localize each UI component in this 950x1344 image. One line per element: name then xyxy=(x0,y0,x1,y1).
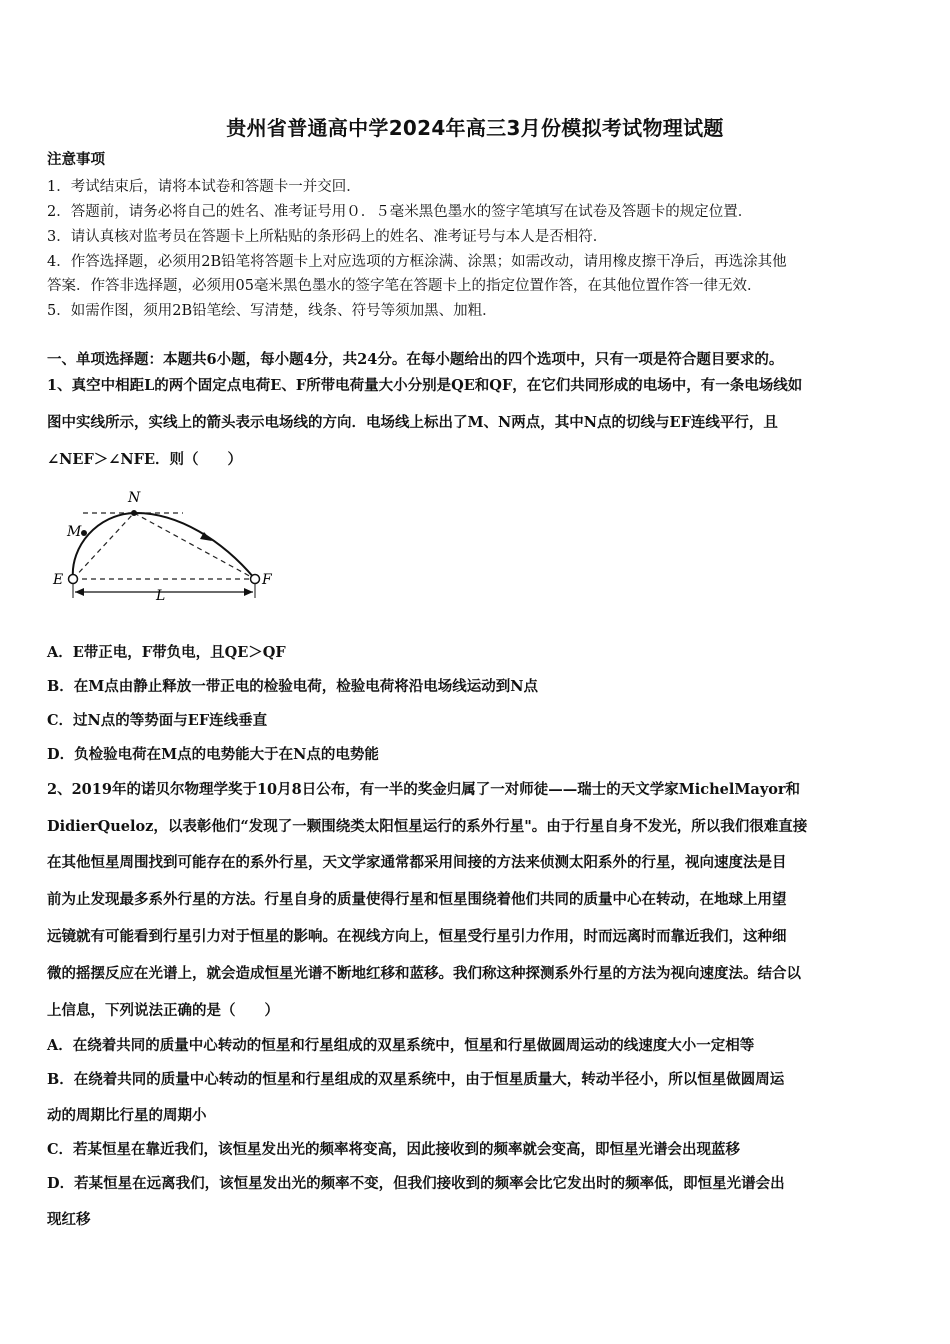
question-2-line: 微的摇摆反应在光谱上，就会造成恒星光谱不断地红移和蓝移。我们称这种探测系外行星的方法为视向速度法。结合以 xyxy=(47,965,801,982)
arrow-right-icon xyxy=(244,588,253,596)
charge-F xyxy=(251,575,260,584)
q2-option-b-cont: 动的周期比行星的周期小 xyxy=(47,1107,207,1124)
electric-field-diagram xyxy=(48,486,288,606)
page-title: 贵州省普通高中学2024年高三3月份模拟考试物理试题 xyxy=(226,116,724,140)
notice-item: 4．作答选择题，必须用2B铅笔将答题卡上对应选项的方框涂满、涂黑；如需改动，请用橡皮擦干净后，再选涂其他 xyxy=(47,254,787,270)
q2-option-d: D．若某恒星在远离我们，该恒星发出光的频率不变，但我们接收到的频率会比它发出时的频率低，即恒星光谱会出 xyxy=(47,1175,785,1192)
section-heading: 一、单项选择题：本题共6小题，每小题4分，共24分。在每小题给出的四个选项中，只有一项是符合题目要求的。 xyxy=(47,351,784,368)
label-M: M xyxy=(67,524,82,540)
q2-option-c: C．若某恒星在靠近我们，该恒星发出光的频率将变高，因此接收到的频率就会变高，即恒星光谱会出现蓝移 xyxy=(47,1141,741,1158)
notice-item: 答案．作答非选择题，必须用05毫米黑色墨水的签字笔在答题卡上的指定位置作答，在其他位置作答一律无效． xyxy=(47,278,762,294)
arrow-left-icon xyxy=(75,588,84,596)
question-2-line: DidierQueloz，以表彰他们“发现了一颗围绕类太阳恒星运行的系外行星"。由于行星自身不发光，所以我们很难直接 xyxy=(47,818,808,835)
line-NF xyxy=(134,513,255,579)
notice-item: 3．请认真核对监考员在答题卡上所粘贴的条形码上的姓名、准考证号与本人是否相符． xyxy=(47,229,608,245)
notice-item: 2．答题前，请务必将自己的姓名、准考证号用０．５毫米黑色墨水的签字笔填写在试卷及答题卡的规定位置． xyxy=(47,204,753,220)
charge-E xyxy=(69,575,78,584)
label-F: F xyxy=(262,572,272,588)
label-N: N xyxy=(128,490,141,506)
question-2-line: 在其他恒星周围找到可能存在的系外行星，天文学家通常都采用间接的方法来侦测太阳系外的行星，视向速度法是目 xyxy=(47,854,787,871)
question-1-line: 1、真空中相距L的两个固定点电荷E、F所带电荷量大小分别是QE和QF，在它们共同形成的电场中，有一条电场线如 xyxy=(47,377,803,394)
notice-item: 1．考试结束后，请将本试卷和答题卡一并交回． xyxy=(47,179,361,195)
label-L: L xyxy=(156,588,166,604)
q1-option-d: D．负检验电荷在M点的电势能大于在N点的电势能 xyxy=(47,746,379,763)
q1-option-b: B．在M点由静止释放一带正电的检验电荷，检验电荷将沿电场线运动到N点 xyxy=(47,678,539,695)
point-N xyxy=(131,510,137,516)
notice-heading: 注意事项 xyxy=(47,151,105,168)
q2-option-a: A．在绕着共同的质量中心转动的恒星和行星组成的双星系统中，恒星和行星做圆周运动的线速度大小一定相等 xyxy=(47,1037,755,1054)
question-1-line: ∠NEF＞∠NFE．则（ ） xyxy=(47,451,242,468)
q1-option-a: A．E带正电，F带负电，且QE＞QF xyxy=(47,644,286,661)
question-2-line: 上信息，下列说法正确的是（ ） xyxy=(47,1002,279,1019)
label-E: E xyxy=(53,572,64,588)
q2-option-d-cont: 现红移 xyxy=(47,1211,91,1228)
notice-item: 5．如需作图，须用2B铅笔绘、写清楚，线条、符号等须加黑、加粗． xyxy=(47,303,497,319)
q1-option-c: C．过N点的等势面与EF连线垂直 xyxy=(47,712,268,729)
question-2-line: 2、2019年的诺贝尔物理学奖于10月8日公布，有一半的奖金归属了一对师徒——瑞士的天文学家MichelMayor和 xyxy=(47,781,801,798)
field-line xyxy=(73,513,255,579)
question-2-line: 远镜就有可能看到行星引力对于恒星的影响。在视线方向上，恒星受行星引力作用，时而远离时而靠近我们，这种细 xyxy=(47,928,787,945)
q2-option-b: B．在绕着共同的质量中心转动的恒星和行星组成的双星系统中，由于恒星质量大，转动半径小，所以恒星做圆周运 xyxy=(47,1071,785,1088)
point-M xyxy=(81,530,87,536)
question-1-line: 图中实线所示，实线上的箭头表示电场线的方向．电场线上标出了M、N两点，其中N点的切线与EF连线平行，且 xyxy=(47,414,778,431)
question-2-line: 前为止发现最多系外行星的方法。行星自身的质量使得行星和恒星围绕着他们共同的质量中心在转动，在地球上用望 xyxy=(47,891,787,908)
